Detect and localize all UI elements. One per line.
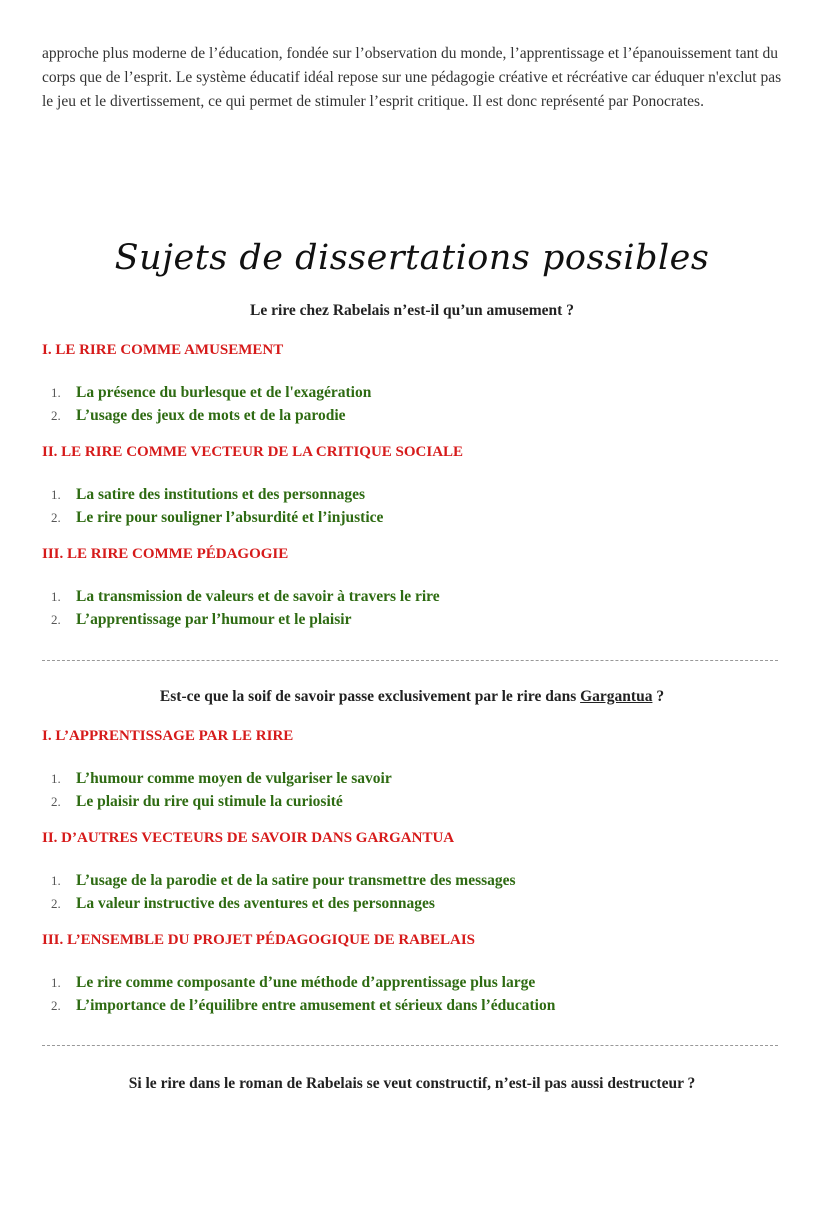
- list-item: 2. L’usage des jeux de mots et de la parodie: [51, 407, 346, 424]
- list-item: 2. L’apprentissage par l’humour et le plaisir: [51, 611, 352, 628]
- list-item: 1. Le rire comme composante d’une méthode d’apprentissage plus large: [51, 974, 536, 991]
- list-item: 2. La valeur instructive des aventures et des personnages: [51, 895, 435, 912]
- section-title: I. L’APPRENTISSAGE PAR LE RIRE: [42, 728, 294, 744]
- dissertation-question-3: Si le rire dans le roman de Rabelais se veut constructif, n’est-il pas aussi destructeur ?: [128, 1075, 696, 1092]
- section-list: [42, 483, 782, 529]
- section-list: [42, 585, 782, 631]
- list-item: 2. Le plaisir du rire qui stimule la curiosité: [51, 793, 343, 810]
- section-heading: Sujets de dissertations possibles: [114, 238, 710, 278]
- section-list: [42, 971, 782, 1017]
- list-item: 2. Le rire pour souligner l’absurdité et l’injustice: [51, 509, 384, 526]
- list-item: 1. L’usage de la parodie et de la satire pour transmettre des messages: [51, 872, 516, 889]
- list-item: 2. L’importance de l’équilibre entre amusement et sérieux dans l’éducation: [51, 997, 556, 1014]
- dissertation-question-2: Est-ce que la soif de savoir passe exclusivement par le rire dans Gargantua ?: [159, 688, 665, 705]
- section-list: [42, 869, 782, 915]
- section-list: [42, 381, 782, 427]
- intro-paragraph: approche plus moderne de l’éducation, fondée sur l’observation du monde, l’apprentissage et l’épanouissement tant du corps que de l’esprit. Le système éducatif idéal repose sur une pédagogie créative et récréative car éduquer n'exclut pas le jeu et le divertissement, ce qui permet de stimuler l’esprit critique. Il est donc représenté par Ponocrates.: [42, 45, 782, 110]
- dashed-divider: [42, 1045, 778, 1046]
- section-list: [42, 767, 782, 813]
- section-title: II. LE RIRE COMME VECTEUR DE LA CRITIQUE SOCIALE: [42, 444, 464, 460]
- document: [42, 42, 782, 1093]
- section-title: III. LE RIRE COMME PÉDAGOGIE: [42, 546, 289, 562]
- list-item: 1. L’humour comme moyen de vulgariser le savoir: [51, 770, 392, 787]
- list-item: 1. La transmission de valeurs et de savoir à travers le rire: [51, 588, 440, 605]
- dissertation-question-1: Le rire chez Rabelais n’est-il qu’un amusement ?: [250, 302, 574, 319]
- section-title: I. LE RIRE COMME AMUSEMENT: [42, 342, 284, 358]
- list-item: 1. La présence du burlesque et de l'exagération: [51, 384, 372, 401]
- gargantua-link[interactable]: Gargantua: [580, 688, 653, 705]
- list-item: 1. La satire des institutions et des personnages: [51, 486, 366, 503]
- section-title: II. D’AUTRES VECTEURS DE SAVOIR DANS GARGANTUA: [42, 830, 455, 846]
- dashed-divider: [42, 660, 778, 661]
- section-title: III. L’ENSEMBLE DU PROJET PÉDAGOGIQUE DE RABELAIS: [42, 932, 476, 948]
